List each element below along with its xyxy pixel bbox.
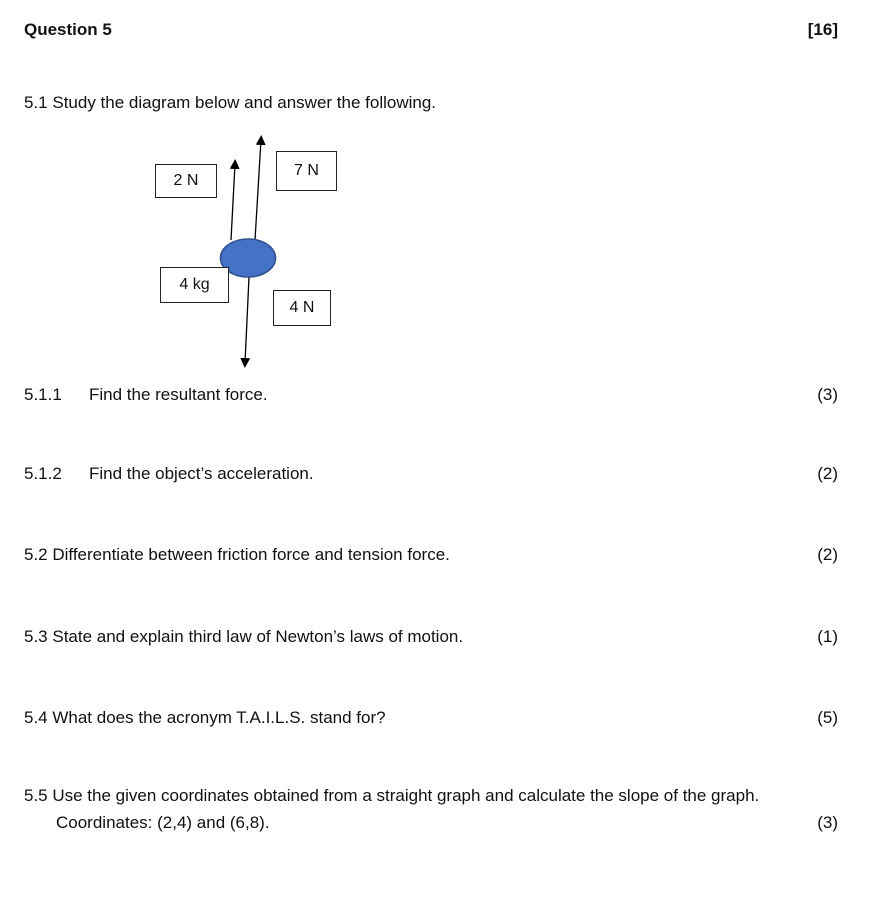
arrow-4n-down <box>245 277 249 363</box>
question-5-5-line-1: 5.5 Use the given coordinates obtained from a straight graph and calculate the slope of the graph. <box>24 786 760 805</box>
question-5-5-marks: (3) <box>817 813 838 832</box>
question-5-4-text: 5.4 What does the acronym T.A.I.L.S. stand for? <box>24 708 386 727</box>
question-5-2-marks: (2) <box>817 545 838 564</box>
label-4n: 4 N <box>289 299 315 316</box>
label-2n: 2 N <box>173 172 199 189</box>
question-5-1-1-number: 5.1.1 <box>24 385 62 404</box>
question-5-1-2-text: Find the object’s acceleration. <box>89 464 314 483</box>
question-title: Question 5 <box>24 20 112 39</box>
question-5-1-2-number: 5.1.2 <box>24 464 62 483</box>
question-5-3-marks: (1) <box>817 627 838 646</box>
label-box-2n <box>155 164 217 198</box>
label-7n: 7 N <box>294 162 319 179</box>
question-5-1-1-marks: (3) <box>817 385 838 404</box>
arrow-7n-up <box>255 140 261 240</box>
label-box-4kg <box>160 267 229 303</box>
question-5-2-text: 5.2 Differentiate between friction force and tension force. <box>24 545 450 564</box>
label-4kg: 4 kg <box>179 276 210 293</box>
question-5-1-1-text: Find the resultant force. <box>89 385 268 404</box>
total-marks: [16] <box>807 20 838 39</box>
question-5-1-2-marks: (2) <box>817 464 838 483</box>
question-5-4-marks: (5) <box>817 708 838 727</box>
question-5-1-text: 5.1 Study the diagram below and answer the following. <box>24 93 437 112</box>
arrow-2n-up <box>231 164 235 240</box>
question-5-3-text: 5.3 State and explain third law of Newton’s laws of motion. <box>24 627 464 646</box>
label-box-4n <box>273 290 331 326</box>
question-5-5-line-2: Coordinates: (2,4) and (6,8). <box>56 813 270 832</box>
label-box-7n <box>276 151 337 191</box>
